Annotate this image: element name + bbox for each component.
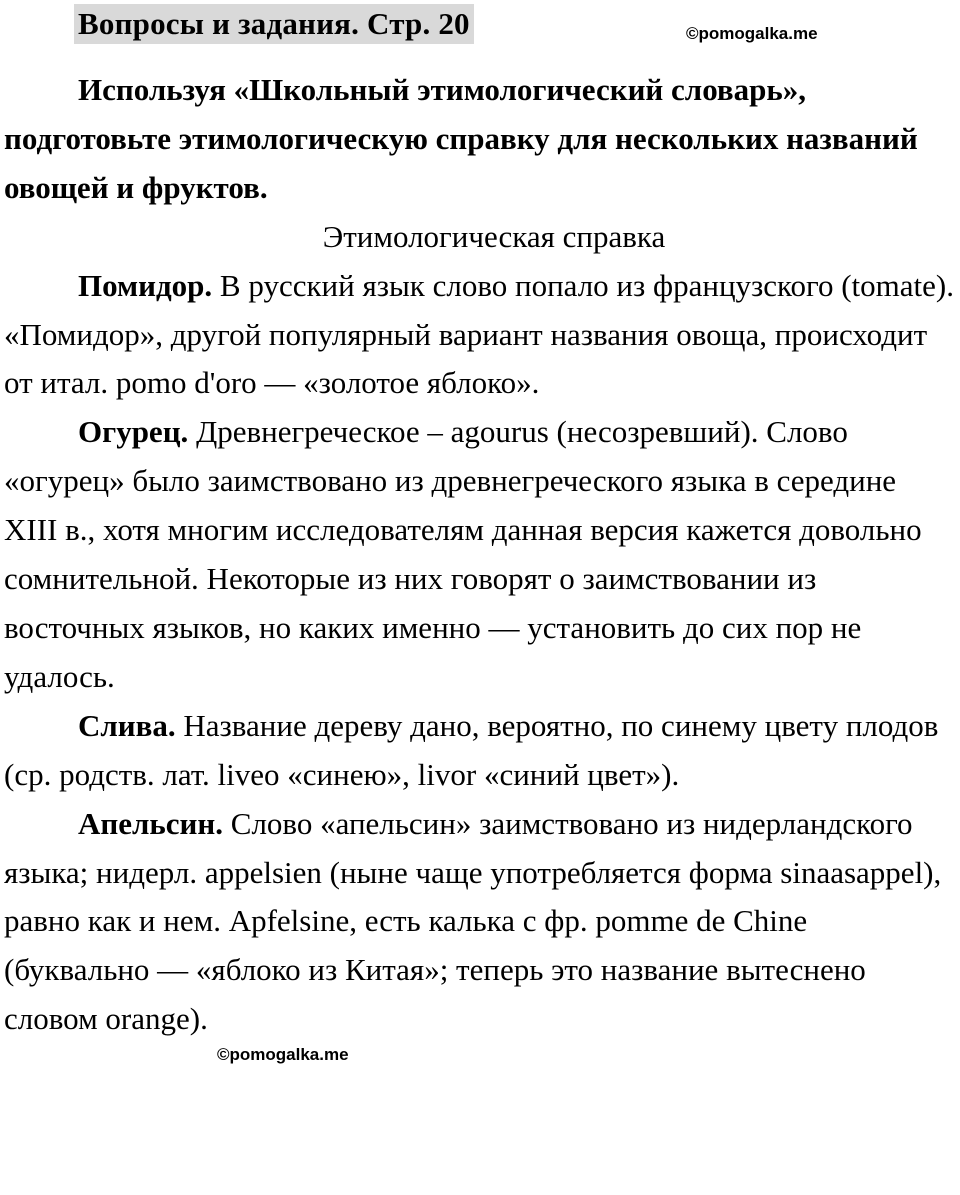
entry-paragraph — [4, 800, 954, 1045]
entry-text: Слово «апельсин» заимствовано из нидерландского языка; нидерл. appelsien (ныне чаще употребляется форма sinaasappel), равно как и нем. Apfelsine, есть калька с фр. pomme de Chine (буквально — «яблоко из Китая»; теперь это название вытеснено словом orange). — [4, 805, 942, 1037]
entry-term: Слива. — [78, 707, 176, 743]
entry-paragraph — [4, 262, 954, 409]
entry-text: Древнегреческое – agourus (несозревший). Слово «огурец» было заимствовано из древнегреческого языка в середине XIII в., хотя многим исследователям данная версия кажется довольно сомнительной. Некоторые из них говорят о заимствовании из восточных языков, но каких именно — установить до сих пор не удалось. — [4, 414, 922, 694]
entry-text: В русский язык слово попало из французского (tomate). «Помидор», другой популярный вариант названия овоща, происходит от итал. pomo d'oro — «золотое яблоко». — [4, 267, 954, 401]
section-title: Вопросы и задания. Стр. 20 — [74, 4, 474, 44]
document-subtitle: Этимологическая справка — [322, 218, 666, 254]
entry-term: Огурец. — [78, 414, 189, 450]
document-body — [4, 66, 954, 1044]
entry-term: Апельсин. — [78, 805, 224, 841]
task-statement: Используя «Школьный этимологический словарь», подготовьте этимологическую справку для нескольких названий овощей и фруктов. — [4, 72, 918, 205]
watermark-top: ©pomogalka.me — [686, 24, 818, 43]
watermark-middle: ©pomogalka.me — [217, 1045, 349, 1064]
entry-paragraph — [4, 702, 954, 800]
entry-text: Название дереву дано, вероятно, по синему цвету плодов (ср. родств. лат. liveo «синею», livor «синий цвет»). — [4, 707, 939, 792]
entry-term: Помидор. — [78, 267, 213, 303]
entry-paragraph — [4, 408, 954, 701]
page-header — [74, 4, 474, 44]
